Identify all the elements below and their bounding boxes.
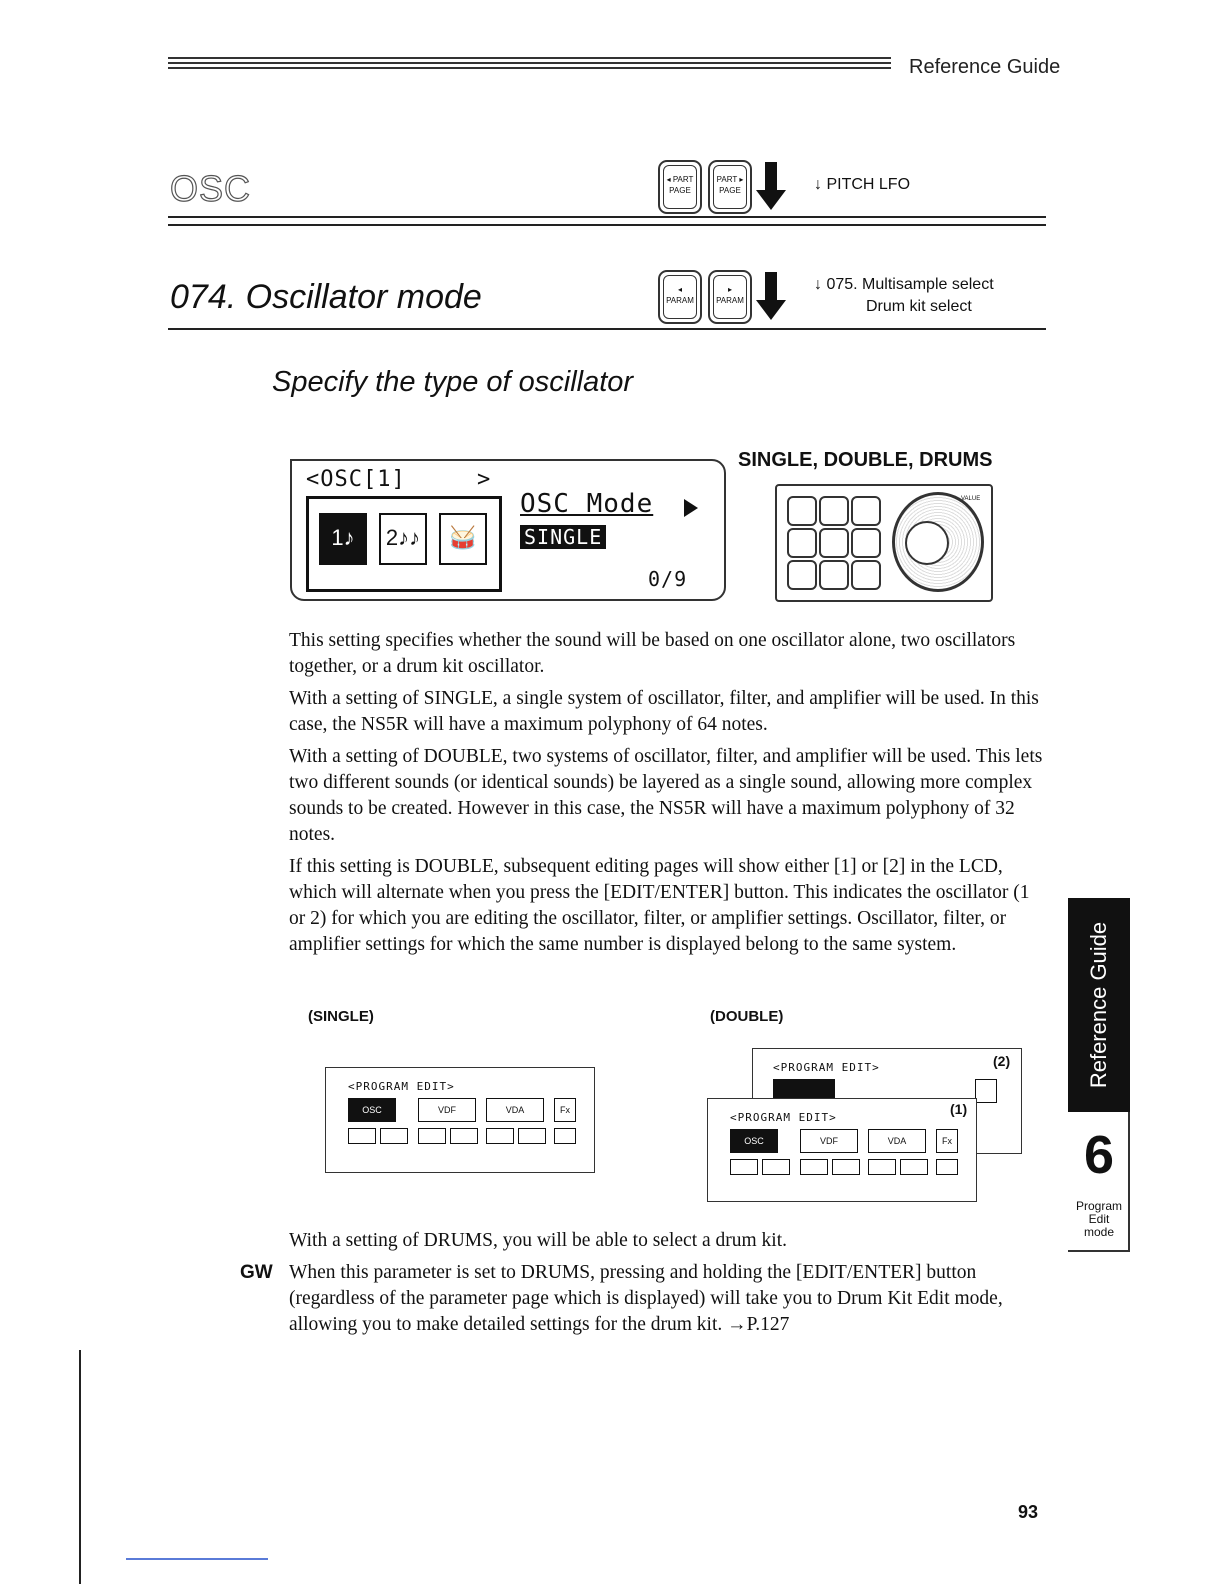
lcd-value: SINGLE	[520, 525, 606, 549]
next-section-link: ↓ PITCH LFO	[814, 176, 911, 193]
layer-1-tag: (1)	[950, 1101, 968, 1117]
vda-cell: VDA	[486, 1098, 544, 1122]
value-dial-panel	[775, 484, 993, 602]
param-right-key: ▸ PARAM	[708, 270, 752, 324]
page-keys	[658, 160, 788, 216]
lcd-header: <OSC[1] >	[306, 467, 492, 492]
next-parameter-link: ↓ 075. Multisample select	[814, 276, 994, 293]
binding-line	[79, 1350, 81, 1584]
paragraph-double: With a setting of DOUBLE, two systems of oscillator, filter, and amplifier will be used. This lets two different sounds (or identical sounds) be layered as a single sound, allowing more complex sounds to be created. However in this case, the NS5R will have a maximum polyphony of 32 notes.	[289, 746, 1043, 845]
double-mode-icon: 2♪♪	[379, 513, 427, 565]
chapter-subtitle: Program Edit mode	[1075, 1199, 1122, 1239]
vdf-cell: VDF	[418, 1098, 476, 1122]
osc-mode-icons	[306, 496, 502, 592]
double-figure-label: (DOUBLE)	[710, 1008, 784, 1025]
value-dial-icon	[892, 492, 984, 592]
parameter-rule	[168, 328, 1046, 330]
double-lcd-layer-1: <PROGRAM EDIT> (1) OSC VDF VDA Fx	[707, 1098, 977, 1202]
double-lcd-layer-2: <PROGRAM EDIT> (2)	[752, 1048, 1022, 1154]
chapter-number: 6	[1083, 1125, 1115, 1185]
section-rule-2	[168, 224, 1046, 226]
single-lcd-figure	[325, 1067, 595, 1173]
parameter-subtitle: Specify the type of oscillator	[272, 366, 634, 398]
body-text	[289, 628, 1049, 964]
lcd-param-name: OSC Mode	[520, 489, 654, 519]
part-page-right-key: PART ▸ PAGE	[708, 160, 752, 214]
down-arrow-icon	[756, 272, 786, 320]
param-left-key: ◂ PARAM	[658, 270, 702, 324]
gw-label: GW	[240, 1262, 273, 1283]
lcd-display	[290, 459, 726, 601]
param-keys	[658, 270, 788, 326]
running-header: Reference Guide	[909, 56, 1061, 78]
section-rule-1	[168, 216, 1046, 218]
down-arrow-icon	[756, 162, 786, 210]
paragraph-overview: This setting specifies whether the sound will be based on one oscillator alone, two oscillators together, or a drum kit oscillator.	[289, 630, 1016, 677]
single-figure-label: (SINGLE)	[308, 1008, 374, 1025]
single-mode-icon: 1♪	[319, 513, 367, 565]
value-dial-label: VALUE	[961, 496, 981, 502]
value-range-label: SINGLE, DOUBLE, DRUMS	[738, 449, 993, 471]
lcd-counter: 0/9	[648, 567, 688, 591]
next-parameter-alt: Drum kit select	[866, 298, 972, 315]
side-tab	[1068, 898, 1130, 1112]
drums-mode-icon: 🥁	[439, 513, 487, 565]
program-edit-title: <PROGRAM EDIT>	[348, 1080, 455, 1093]
osc-cell: OSC	[348, 1098, 396, 1122]
layer-2-tag: (2)	[993, 1053, 1011, 1069]
parameter-title: 074. Oscillator mode	[170, 278, 482, 316]
page-number: 93	[1018, 1502, 1039, 1522]
footer-rule	[126, 1558, 268, 1560]
header-rules	[168, 57, 891, 75]
paragraph-gw: When this parameter is set to DRUMS, pressing and holding the [EDIT/ENTER] button (regardless of the parameter page which is displayed) will take you to Drum Kit Edit mode, allowing you to make detailed settings for the drum kit. →P.127	[289, 1262, 1003, 1335]
side-tab-label: Reference Guide	[1086, 921, 1111, 1089]
part-page-left-key: ◂ PART PAGE	[658, 160, 702, 214]
section-title: OSC	[170, 168, 252, 209]
play-arrow-icon	[684, 499, 698, 517]
paragraph-double-lcd: If this setting is DOUBLE, subsequent editing pages will show either [1] or [2] in the LCD, which will alternate when you press the [EDIT/ENTER] button. This indicates the oscillator (1 or 2) for which you are editing the oscillator, filter, or amplifier settings. Oscillator, filter, or amplifier settings for which the same number is displayed belong to the same system.	[289, 856, 1030, 955]
paragraph-drums: With a setting of DRUMS, you will be able to select a drum kit.	[289, 1230, 788, 1251]
paragraph-single: With a setting of SINGLE, a single system of oscillator, filter, and amplifier will be used. In this case, the NS5R will have a maximum polyphony of 64 notes.	[289, 688, 1039, 735]
fx-cell: Fx	[554, 1098, 576, 1122]
